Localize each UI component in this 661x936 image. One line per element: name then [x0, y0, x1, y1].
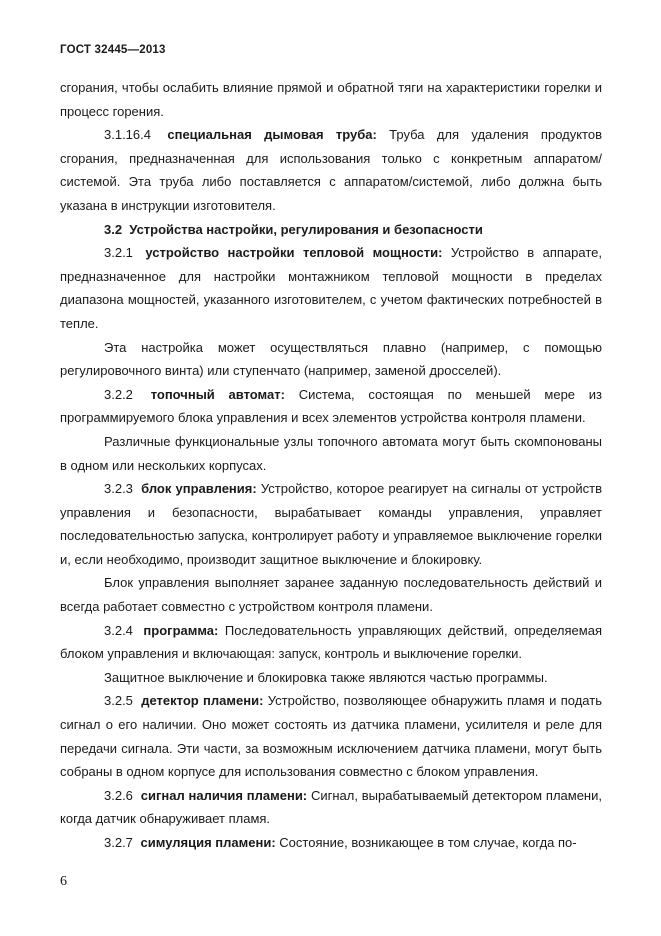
term-definition: [60, 241, 602, 335]
definition-text: Труба для удаления продуктов сгорания, предназначенная для использования только с конкретным аппаратом/системой. Эта труба либо поставляется с аппаратом/системой, либо должна быть указана в инструкции изготовителя.: [60, 127, 602, 213]
section-heading: 3.2 Устройства настройки, регулирования и безопасности: [104, 221, 483, 237]
page-number: 6: [60, 874, 67, 889]
definition-text: Устройство, которое реагирует на сигналы от устройств управления и безопасности, вырабатывает команды управления, управляет последовательностью запуска, контролирует работу и управляемое выключение горелки и, если необходимо, производит защитное выключение и блокировку.: [60, 481, 602, 567]
definition-text: Последовательность управляющих действий, определяемая блоком управления и включающая: запуск, контроль и выключение горелки.: [60, 622, 602, 662]
term-definition: [60, 784, 602, 831]
clause-number: 3.2.4: [104, 622, 133, 638]
definition-text: Система, состоящая по меньшей мере из программируемого блока управления и всех элементов устройства контроля пламени.: [60, 386, 602, 426]
term: детектор пламени:: [141, 693, 264, 709]
term: программа:: [143, 622, 219, 638]
term: симуляция пламени:: [140, 835, 276, 850]
document-body: [60, 76, 602, 855]
term: блок управления:: [141, 481, 257, 497]
definition-text: Устройство, позволяющее обнаружить пламя и подать сигнал о его наличии. Оно может состоять из датчика пламени, усилителя и реле для передачи сигнала. Эти части, за возможным исключением датчика пламени, могут быть собраны в одном корпусе для использования совместно с блоком управления.: [60, 693, 602, 780]
clause-number: 3.2.5: [104, 693, 133, 709]
note-paragraph: Эта настройка может осуществляться плавно (например, с помощью регулировочного винта) или ступенчато (например, заменой дросселей).: [60, 339, 602, 379]
term-definition: [60, 619, 602, 666]
note-paragraph: Различные функциональные узлы топочного автомата могут быть скомпонованы в одном или нескольких корпусах.: [60, 433, 602, 473]
definition-text: Устройство в аппарате, предназначенное для настройки монтажником тепловой мощности в пределах диапазона мощностей, указанного изготовителем, с учетом фактических потребностей в тепле.: [60, 245, 602, 331]
term-definition: [60, 383, 602, 430]
term-definition: [60, 689, 602, 783]
clause-number: 3.2.7: [104, 835, 133, 850]
clause-number: 3.2.3: [104, 481, 133, 497]
clause-number: 3.2.6: [104, 787, 133, 803]
term-definition: [60, 477, 602, 571]
definition-text: Сигнал, вырабатываемый детектором пламени, когда датчик обнаруживает пламя.: [60, 787, 602, 827]
term-definition: [60, 123, 602, 217]
document-header: ГОСТ 32445—2013: [60, 44, 166, 56]
term-definition: [60, 831, 602, 855]
clause-number: 3.2.2: [104, 386, 133, 402]
note-paragraph: Защитное выключение и блокировка также являются частью программы.: [104, 669, 548, 685]
term: сигнал наличия пламени:: [140, 787, 308, 803]
paragraph-continuation: сгорания, чтобы ослабить влияние прямой и обратной тяги на характеристики горелки и процесс горения.: [60, 80, 602, 119]
clause-number: 3.2.1: [104, 245, 133, 261]
definition-text: Состояние, возникающее в том случае, когда по-: [275, 835, 577, 850]
clause-number: 3.1.16.4: [104, 127, 151, 143]
term: топочный автомат:: [150, 386, 285, 402]
note-paragraph: Блок управления выполняет заранее заданную последовательность действий и всегда работает совместно с устройством контроля пламени.: [60, 575, 602, 615]
term: устройство настройки тепловой мощности:: [145, 245, 443, 261]
term: специальная дымовая труба:: [167, 127, 377, 143]
